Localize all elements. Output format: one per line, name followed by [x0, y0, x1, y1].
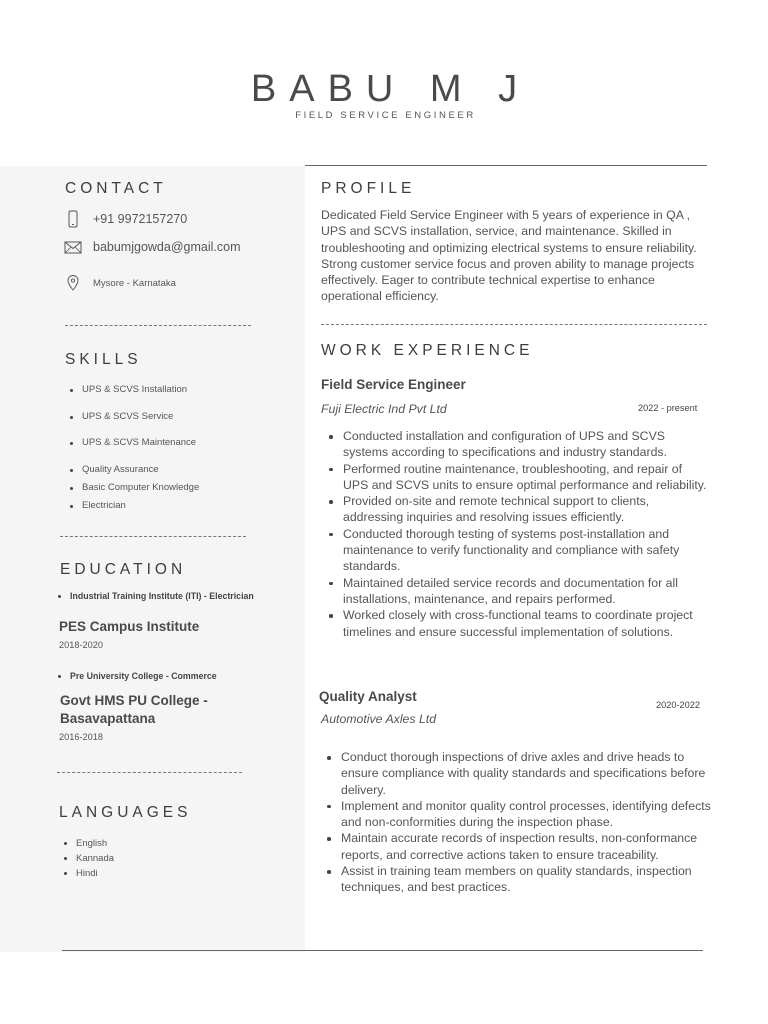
candidate-name: BABU M J — [250, 68, 531, 110]
education-years: 2018-2020 — [59, 640, 103, 650]
education-divider — [57, 772, 242, 773]
duty-item: Maintained detailed service records and documentation for all installations, maintenance, and repairs performed. — [321, 575, 709, 608]
phone-icon — [62, 210, 84, 228]
bullet — [58, 595, 61, 598]
course-text: Pre University College - Commerce — [70, 671, 217, 681]
duty-item: Implement and monitor quality control processes, identifying defects and non-conformities during the inspection phase. — [319, 798, 711, 831]
header-divider — [305, 165, 707, 166]
job-duties — [321, 428, 709, 640]
skills-divider — [60, 536, 246, 537]
location-text: Mysore - Karnataka — [93, 277, 176, 289]
education-institution: PES Campus Institute — [59, 619, 200, 634]
education-course — [58, 670, 278, 683]
job-company: Fuji Electric Ind Pvt Ltd — [321, 402, 447, 416]
skill-item: Quality Assurance — [68, 464, 199, 483]
skills-list — [68, 384, 199, 518]
profile-divider — [321, 324, 707, 325]
bullet — [58, 675, 61, 678]
duty-item: Provided on-site and remote technical support to clients, addressing inquiries and resolving issues efficiently. — [321, 493, 709, 526]
duty-item: Conduct thorough inspections of drive axles and drive heads to ensure compliance with quality standards and specifications before delivery. — [319, 749, 711, 798]
experience-heading: WORK EXPERIENCE — [321, 342, 534, 359]
duty-item: Performed routine maintenance, troubleshooting, and repair of UPS and SCVS units to ensure optimal performance and reliability. — [321, 461, 709, 494]
profile-summary: Dedicated Field Service Engineer with 5 years of experience in QA , UPS and SCVS installation, service, and maintenance. Skilled in troubleshooting and optimizing electrical systems to ensure reliability. Strong customer service focus and proven ability to manage projects effectively. Eager to contribute technical expertise to enhance operational efficiency. — [321, 208, 697, 304]
duty-item: Worked closely with cross-functional teams to coordinate project timelines and ensure successful implementation of solutions. — [321, 607, 709, 640]
skill-item: UPS & SCVS Installation — [68, 384, 199, 411]
skill-item: Basic Computer Knowledge — [68, 482, 199, 500]
duty-item: Maintain accurate records of inspection results, non-conformance reports, and corrective actions taken to ensure traceability. — [319, 830, 711, 863]
map-pin-icon — [62, 275, 84, 291]
profile-heading: PROFILE — [321, 180, 416, 197]
language-item: Hindi — [62, 866, 114, 881]
duty-item: Assist in training team members on quality standards, inspection techniques, and best practices. — [319, 863, 711, 896]
language-item: English — [62, 836, 114, 851]
contact-phone — [62, 210, 187, 228]
contact-location — [62, 275, 176, 291]
course-text: Industrial Training Institute (ITI) - Electrician — [70, 591, 254, 601]
skills-heading: SKILLS — [65, 351, 142, 368]
education-heading: EDUCATION — [60, 561, 187, 578]
skill-item: UPS & SCVS Service — [68, 411, 199, 438]
education-years: 2016-2018 — [59, 732, 103, 742]
skill-item: Electrician — [68, 500, 199, 518]
languages-list — [62, 836, 114, 881]
phone-number[interactable]: +91 9972157270 — [93, 212, 188, 226]
education-institution: Govt HMS PU College - Basavapattana — [60, 693, 208, 726]
skill-item: UPS & SCVS Maintenance — [68, 437, 199, 464]
contact-divider — [65, 325, 251, 326]
job-title: Quality Analyst — [319, 689, 417, 704]
contact-email — [62, 240, 240, 254]
contact-heading: CONTACT — [65, 180, 167, 197]
job-company: Automotive Axles Ltd — [321, 712, 437, 726]
language-item: Kannada — [62, 851, 114, 866]
duty-item: Conducted installation and configuration of UPS and SCVS systems according to specifications and industry standards. — [321, 428, 709, 461]
languages-heading: LANGUAGES — [59, 804, 192, 821]
email-address[interactable]: babumjgowda@gmail.com — [93, 240, 241, 254]
education-course — [58, 590, 258, 603]
envelope-icon — [62, 241, 84, 254]
job-duties — [319, 749, 711, 896]
job-title: Field Service Engineer — [321, 377, 466, 392]
footer-divider — [62, 950, 703, 951]
duty-item: Conducted thorough testing of systems post-installation and maintenance to verify functionality and compliance with safety standards. — [321, 526, 709, 575]
job-dates: 2020-2022 — [656, 700, 700, 710]
candidate-title: FIELD SERVICE ENGINEER — [295, 110, 476, 121]
job-dates: 2022 - present — [638, 403, 698, 413]
